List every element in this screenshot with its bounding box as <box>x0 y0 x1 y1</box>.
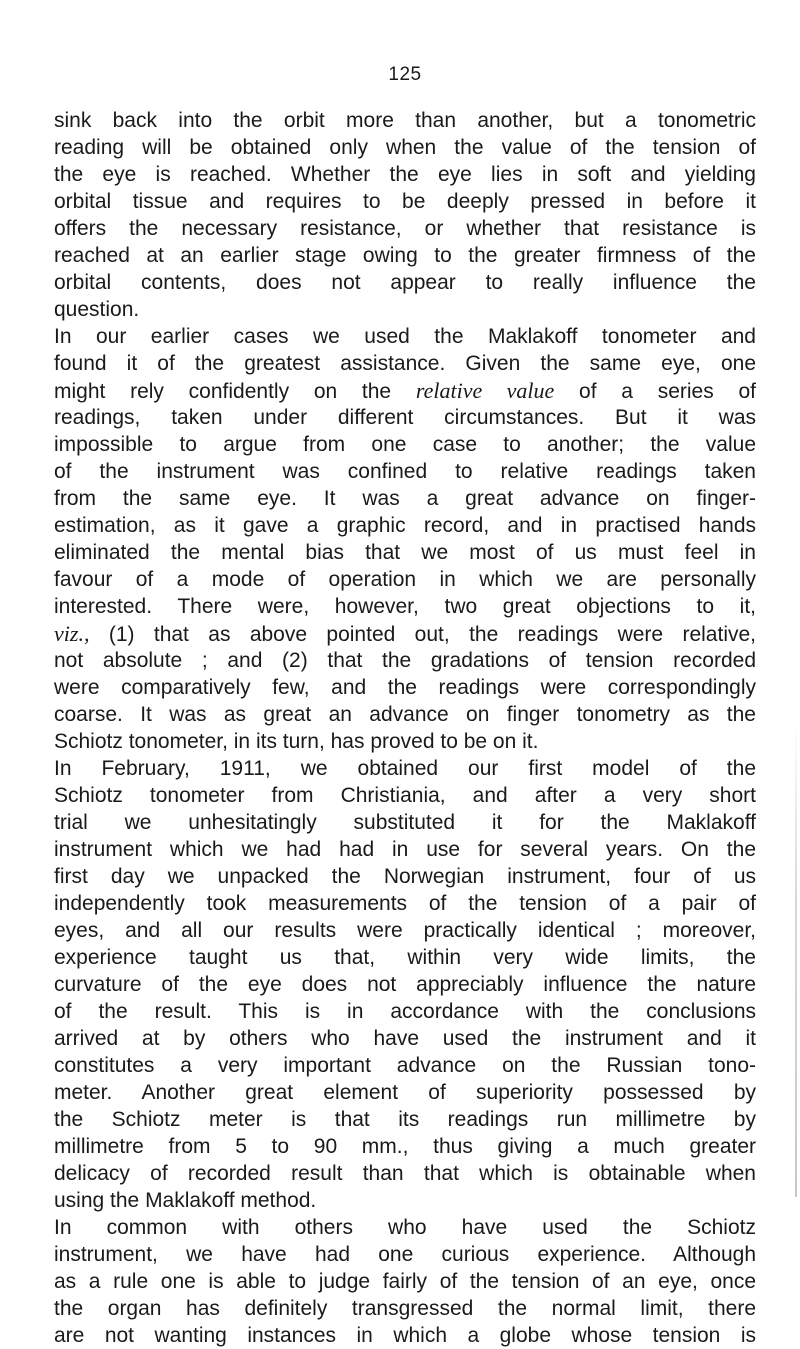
text-line: are not wanting instances in which a globe whose tension is <box>54 1324 756 1347</box>
text-line-with-italic <box>54 620 756 647</box>
text-line: delicacy of recorded result than that which is obtainable when <box>54 1162 756 1185</box>
text-line: In common with others who have used the Schiotz <box>54 1216 756 1239</box>
text-line: independently took measurements of the tension of a pair of <box>54 892 756 915</box>
text-line: the Schiotz meter is that its readings run millimetre by <box>54 1108 756 1131</box>
text-line: first day we unpacked the Norwegian instrument, four of us <box>54 865 756 888</box>
text-line: reached at an earlier stage owing to the greater firmness of the <box>54 244 756 267</box>
text-line: from the same eye. It was a great advance on finger- <box>54 487 756 510</box>
text-line: Schiotz tonometer from Christiania, and after a very short <box>54 784 756 807</box>
text-line: question. <box>54 298 140 321</box>
text-line-with-italic <box>54 377 756 404</box>
italic-phrase: viz., <box>54 621 90 646</box>
text-line: instrument, we have had one curious experience. Although <box>54 1243 756 1266</box>
text-line: In February, 1911, we obtained our first model of the <box>54 757 756 780</box>
text-segment: (1) that as above pointed out, the readings were relative, <box>89 623 756 646</box>
text-line: constitutes a very important advance on the Russian tono- <box>54 1054 756 1077</box>
page-edge-shadow <box>795 0 797 1197</box>
text-line: found it of the greatest assistance. Given the same eye, one <box>54 352 756 375</box>
text-line: reading will be obtained only when the value of the tension of <box>54 136 756 159</box>
text-line: the eye is reached. Whether the eye lies in soft and yielding <box>54 163 756 186</box>
text-line: favour of a mode of operation in which we are personally <box>54 568 756 591</box>
text-line: sink back into the orbit more than another, but a tonometric <box>54 109 756 132</box>
text-line: Schiotz tonometer, in its turn, has proved to be on it. <box>54 730 539 753</box>
text-line: of the result. This is in accordance with the conclusions <box>54 1000 756 1023</box>
text-line: offers the necessary resistance, or whether that resistance is <box>54 217 756 240</box>
body-text <box>54 107 756 1349</box>
text-line: as a rule one is able to judge fairly of the tension of an eye, once <box>54 1270 756 1293</box>
text-line: coarse. It was as great an advance on finger tonometry as the <box>54 703 756 726</box>
text-line: interested. There were, however, two great objections to it, <box>54 595 756 618</box>
text-line: arrived at by others who have used the instrument and it <box>54 1027 756 1050</box>
text-line: estimation, as it gave a graphic record, and in practised hands <box>54 514 756 537</box>
text-line: trial we unhesitatingly substituted it for the Maklakoff <box>54 811 756 834</box>
text-line: experience taught us that, within very wide limits, the <box>54 946 756 969</box>
text-line: meter. Another great element of superiority possessed by <box>54 1081 756 1104</box>
text-segment: might rely confidently on the <box>54 380 416 403</box>
text-line: of the instrument was confined to relative readings taken <box>54 460 756 483</box>
text-segment: of a series of <box>554 380 756 403</box>
text-line: orbital tissue and requires to be deeply pressed in before it <box>54 190 756 213</box>
text-line: were comparatively few, and the readings were correspondingly <box>54 676 756 699</box>
text-line: curvature of the eye does not appreciably influence the nature <box>54 973 756 996</box>
text-line: the organ has definitely transgressed the normal limit, there <box>54 1297 756 1320</box>
text-line: millimetre from 5 to 90 mm., thus giving a much greater <box>54 1135 756 1158</box>
book-page <box>54 0 756 1347</box>
italic-phrase: relative value <box>415 378 555 403</box>
text-line: eliminated the mental bias that we most of us must feel in <box>54 541 756 564</box>
page-number: 125 <box>388 64 422 85</box>
text-line: orbital contents, does not appear to really influence the <box>54 271 756 294</box>
text-line: using the Maklakoff method. <box>54 1189 317 1212</box>
text-line: instrument which we had had in use for several years. On the <box>54 838 756 861</box>
text-line: In our earlier cases we used the Maklakoff tonometer and <box>54 325 756 348</box>
text-line: not absolute ; and (2) that the gradations of tension recorded <box>54 649 756 672</box>
text-line: eyes, and all our results were practically identical ; moreover, <box>54 919 756 942</box>
text-line: readings, taken under different circumstances. But it was <box>54 406 756 429</box>
text-line: impossible to argue from one case to another; the value <box>54 433 756 456</box>
